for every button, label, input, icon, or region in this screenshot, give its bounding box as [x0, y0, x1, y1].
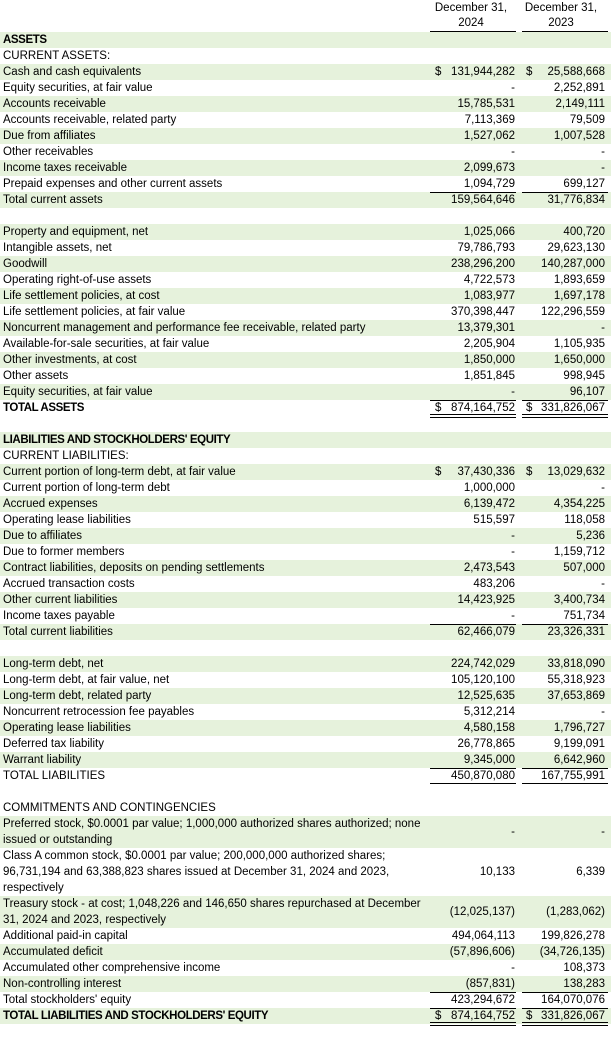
row-label: Prepaid expenses and other current assets — [3, 178, 223, 190]
total-double-rule — [430, 417, 516, 418]
value-2023: 1,159,712 — [553, 546, 605, 558]
table-row — [0, 448, 611, 464]
row-label: Total stockholders' equity — [3, 994, 132, 1006]
value-2024: 13,379,301 — [457, 322, 515, 334]
row-label: Non-controlling interest — [3, 978, 122, 990]
value-2023: 164,070,076 — [541, 994, 605, 1006]
value-2023: - — [601, 826, 605, 838]
currency-symbol: $ — [435, 1010, 442, 1022]
value-2024: 14,423,925 — [457, 594, 515, 606]
table-row — [0, 512, 611, 528]
value-2024: - — [511, 530, 515, 542]
row-label: Due from affiliates — [3, 130, 96, 142]
subtotal-rule — [522, 624, 608, 625]
row-label: Accrued expenses — [3, 498, 98, 510]
row-label: Preferred stock, $0.0001 par value; 1,000,000 authorized shares authorized; none issued or outstanding — [3, 818, 421, 846]
row-label: Accounts receivable — [3, 98, 106, 110]
value-2023: 79,509 — [569, 114, 605, 126]
table-row — [0, 128, 611, 144]
row-label: Long-term debt, net — [3, 658, 104, 670]
value-2023: - — [601, 162, 605, 174]
value-2024: 9,345,000 — [463, 754, 515, 766]
value-2023: 1,697,178 — [553, 290, 605, 302]
table-row — [0, 320, 611, 336]
value-2023: 5,236 — [576, 530, 605, 542]
row-label: Operating right-of-use assets — [3, 274, 152, 286]
table-row — [0, 480, 611, 496]
table-row — [0, 80, 611, 96]
value-2023: (1,283,062) — [546, 906, 605, 918]
row-label: Deferred tax liability — [3, 738, 104, 750]
table-row — [0, 144, 611, 160]
value-2023: (34,726,135) — [539, 946, 605, 958]
header-col-2023 — [520, 1, 602, 31]
table-row — [0, 672, 611, 688]
table-row — [0, 800, 611, 816]
value-2023: 55,318,923 — [547, 674, 605, 686]
subtotal-rule — [430, 624, 516, 625]
value-2024: 515,597 — [473, 514, 515, 526]
value-2024: 15,785,531 — [457, 98, 515, 110]
value-2023: 199,826,278 — [541, 930, 605, 942]
subtotal-rule — [430, 768, 516, 769]
value-2024: - — [511, 962, 515, 974]
table-row — [0, 528, 611, 544]
table-row — [0, 64, 611, 80]
value-2024: 2,473,543 — [463, 562, 515, 574]
row-label: Additional paid-in capital — [3, 930, 128, 942]
row-label: Life settlement policies, at fair value — [3, 306, 186, 318]
row-label: LIABILITIES AND STOCKHOLDERS' EQUITY — [3, 434, 231, 446]
table-row — [0, 400, 611, 416]
table-row — [0, 224, 611, 240]
spacer-row — [0, 208, 611, 224]
table-row — [0, 768, 611, 784]
spacer-row — [0, 416, 611, 432]
value-2024: (57,896,606) — [449, 946, 515, 958]
table-row — [0, 384, 611, 400]
total-double-rule — [522, 1022, 608, 1023]
row-label: Income taxes receivable — [3, 162, 128, 174]
total-rule — [430, 783, 516, 784]
row-label: Accounts receivable, related party — [3, 114, 177, 126]
row-label: Noncurrent retrocession fee payables — [3, 706, 195, 718]
row-label: Other investments, at cost — [3, 354, 137, 366]
value-2023: - — [601, 706, 605, 718]
table-row — [0, 592, 611, 608]
column-headers — [0, 0, 611, 32]
value-2023: 31,776,834 — [547, 194, 605, 206]
value-2023: 138,283 — [563, 978, 605, 990]
subtotal-rule — [522, 992, 608, 993]
value-2023: 9,199,091 — [553, 738, 605, 750]
value-2023: 6,642,960 — [553, 754, 605, 766]
value-2024: 2,099,673 — [463, 162, 515, 174]
row-label: TOTAL LIABILITIES AND STOCKHOLDERS' EQUITY — [3, 1010, 269, 1022]
value-2023: 13,029,632 — [547, 466, 605, 478]
table-row — [0, 928, 611, 944]
table-row — [0, 992, 611, 1008]
row-label: Other receivables — [3, 146, 94, 158]
row-label: Due to affiliates — [3, 530, 83, 542]
value-2024: 37,430,336 — [457, 466, 515, 478]
value-2023: - — [601, 322, 605, 334]
value-2024: - — [511, 82, 515, 94]
total-double-rule — [430, 414, 516, 415]
value-2024: 238,296,200 — [451, 258, 515, 270]
row-label: Goodwill — [3, 258, 48, 270]
table-row — [0, 272, 611, 288]
table-row — [0, 176, 611, 192]
subtotal-rule — [522, 192, 608, 193]
value-2024: 1,850,000 — [463, 354, 515, 366]
row-label: CURRENT LIABILITIES: — [3, 450, 129, 462]
currency-symbol: $ — [435, 66, 442, 78]
row-label: Equity securities, at fair value — [3, 386, 153, 398]
table-row — [0, 688, 611, 704]
total-rule — [522, 783, 608, 784]
total-double-rule — [430, 1022, 516, 1023]
table-row — [0, 336, 611, 352]
subtotal-rule — [430, 400, 516, 401]
subtotal-rule — [522, 768, 608, 769]
row-label: TOTAL ASSETS — [3, 402, 85, 414]
table-row — [0, 48, 611, 64]
table-row — [0, 816, 611, 848]
table-row — [0, 608, 611, 624]
table-row — [0, 1008, 611, 1024]
value-2023: 167,755,991 — [541, 770, 605, 782]
row-label: Contract liabilities, deposits on pending settlements — [3, 562, 265, 574]
row-label: Accumulated deficit — [3, 946, 103, 958]
value-2024: 10,133 — [479, 866, 515, 878]
value-2024: - — [511, 386, 515, 398]
table-row — [0, 976, 611, 992]
table-row — [0, 304, 611, 320]
value-2024: 105,120,100 — [451, 674, 515, 686]
table-row — [0, 704, 611, 720]
value-2024: - — [511, 546, 515, 558]
value-2023: 140,287,000 — [541, 258, 605, 270]
value-2023: 4,354,225 — [553, 498, 605, 510]
currency-symbol: $ — [526, 402, 533, 414]
value-2024: 874,164,752 — [451, 402, 515, 414]
table-row — [0, 752, 611, 768]
spacer-row — [0, 784, 611, 800]
row-label: Warrant liability — [3, 754, 82, 766]
value-2023: 1,105,935 — [553, 338, 605, 350]
value-2024: 1,851,845 — [463, 370, 515, 382]
table-row — [0, 160, 611, 176]
table-row — [0, 496, 611, 512]
currency-symbol: $ — [526, 466, 533, 478]
table-row — [0, 96, 611, 112]
value-2023: 1,796,727 — [553, 722, 605, 734]
value-2023: 1,893,659 — [553, 274, 605, 286]
table-row — [0, 656, 611, 672]
value-2023: 1,007,528 — [553, 130, 605, 142]
table-row — [0, 944, 611, 960]
value-2024: 2,205,904 — [463, 338, 515, 350]
value-2023: 400,720 — [563, 226, 605, 238]
subtotal-rule — [522, 1008, 608, 1009]
value-2023: 331,826,067 — [541, 402, 605, 414]
row-label: TOTAL LIABILITIES — [3, 770, 106, 782]
row-label: Long-term debt, at fair value, net — [3, 674, 170, 686]
currency-symbol: $ — [526, 1010, 533, 1022]
row-label: Income taxes payable — [3, 610, 115, 622]
row-label: Long-term debt, related party — [3, 690, 152, 702]
row-label: Intangible assets, net — [3, 242, 112, 254]
value-2024: 494,064,113 — [451, 930, 515, 942]
header-col-2024 — [430, 1, 512, 31]
row-label: Noncurrent management and performance fee receivable, related party — [3, 322, 366, 334]
value-2024: 1,025,066 — [463, 226, 515, 238]
row-label: COMMITMENTS AND CONTINGENCIES — [3, 802, 216, 814]
value-2024: 5,312,214 — [463, 706, 515, 718]
row-label: Current portion of long-term debt, at fair value — [3, 466, 236, 478]
value-2024: 450,870,080 — [451, 770, 515, 782]
value-2023: 699,127 — [563, 178, 605, 190]
subtotal-rule — [430, 1008, 516, 1009]
table-row — [0, 560, 611, 576]
value-2023: 33,818,090 — [547, 658, 605, 670]
row-label: Cash and cash equivalents — [3, 66, 142, 78]
row-label: Accrued transaction costs — [3, 578, 135, 590]
value-2023: 507,000 — [563, 562, 605, 574]
value-2023: 331,826,067 — [541, 1010, 605, 1022]
table-row — [0, 192, 611, 208]
header-col2-line2: 2023 — [548, 17, 574, 29]
value-2023: 1,650,000 — [553, 354, 605, 366]
total-double-rule — [522, 414, 608, 415]
header-col2-line1: December 31, — [524, 2, 598, 14]
table-row — [0, 848, 611, 896]
table-row — [0, 288, 611, 304]
value-2023: 2,252,891 — [553, 82, 605, 94]
row-label: Current portion of long-term debt — [3, 482, 170, 494]
row-label: Accumulated other comprehensive income — [3, 962, 221, 974]
header-col1-line2: 2024 — [458, 17, 484, 29]
table-row — [0, 624, 611, 640]
value-2023: 122,296,559 — [541, 306, 605, 318]
value-2023: 29,623,130 — [547, 242, 605, 254]
row-label: Treasury stock - at cost; 1,048,226 and 146,650 shares repurchased at December 31, 2024 and 2023, respectively — [3, 898, 421, 926]
value-2024: - — [511, 610, 515, 622]
table-row — [0, 368, 611, 384]
table-row — [0, 576, 611, 592]
row-label: Other current liabilities — [3, 594, 118, 606]
value-2024: 12,525,635 — [457, 690, 515, 702]
subtotal-rule — [430, 192, 516, 193]
total-double-rule — [522, 417, 608, 418]
value-2023: 37,653,869 — [547, 690, 605, 702]
value-2024: 6,139,472 — [463, 498, 515, 510]
table-row — [0, 432, 611, 448]
row-label: Property and equipment, net — [3, 226, 149, 238]
value-2023: 2,149,111 — [555, 98, 605, 110]
table-row — [0, 256, 611, 272]
value-2024: 7,113,369 — [464, 114, 515, 126]
header-col1-line1: December 31, — [434, 2, 508, 14]
row-label: Operating lease liabilities — [3, 514, 131, 526]
row-label: Equity securities, at fair value — [3, 82, 153, 94]
value-2024: 483,206 — [473, 578, 515, 590]
row-label: CURRENT ASSETS: — [3, 50, 111, 62]
value-2024: 4,722,573 — [463, 274, 515, 286]
table-row — [0, 896, 611, 928]
value-2024: 370,398,447 — [451, 306, 515, 318]
value-2024: 4,580,158 — [463, 722, 515, 734]
table-row — [0, 960, 611, 976]
row-label: Available-for-sale securities, at fair value — [3, 338, 210, 350]
row-label: Operating lease liabilities — [3, 722, 131, 734]
value-2024: 1,094,729 — [463, 178, 515, 190]
value-2024: 26,778,865 — [457, 738, 515, 750]
row-label: Other assets — [3, 370, 69, 382]
subtotal-rule — [522, 400, 608, 401]
value-2023: 6,339 — [576, 866, 605, 878]
table-body — [0, 32, 611, 1024]
value-2024: 79,786,793 — [457, 242, 515, 254]
value-2024: 131,944,282 — [451, 66, 515, 78]
value-2024: 224,742,029 — [451, 658, 515, 670]
value-2023: - — [601, 482, 605, 494]
value-2024: - — [511, 146, 515, 158]
subtotal-rule — [430, 992, 516, 993]
value-2023: 108,373 — [563, 962, 605, 974]
table-row — [0, 112, 611, 128]
table-row — [0, 32, 611, 48]
row-label: Life settlement policies, at cost — [3, 290, 160, 302]
total-double-rule — [522, 1025, 608, 1026]
currency-symbol: $ — [435, 466, 442, 478]
value-2023: 998,945 — [563, 370, 605, 382]
table-row — [0, 720, 611, 736]
value-2024: (12,025,137) — [449, 906, 515, 918]
value-2023: 3,400,734 — [553, 594, 605, 606]
value-2024: (857,831) — [465, 978, 515, 990]
row-label: ASSETS — [3, 34, 47, 46]
value-2023: 118,058 — [564, 514, 605, 526]
total-double-rule — [430, 1025, 516, 1026]
value-2023: 25,588,668 — [547, 66, 605, 78]
spacer-row — [0, 640, 611, 656]
table-row — [0, 736, 611, 752]
value-2024: 1,083,977 — [463, 290, 515, 302]
value-2024: 1,527,062 — [463, 130, 515, 142]
currency-symbol: $ — [435, 402, 442, 414]
row-label: Class A common stock, $0.0001 par value; 200,000,000 authorized shares; 96,731,194 and 63,388,823 shares issued at December 31, 2024 and 2023, respectively — [3, 850, 390, 894]
value-2024: 1,000,000 — [463, 482, 515, 494]
row-label: Total current liabilities — [3, 626, 113, 638]
row-label: Due to former members — [3, 546, 125, 558]
value-2024: 874,164,752 — [451, 1010, 515, 1022]
value-2024: 62,466,079 — [457, 626, 515, 638]
value-2024: 423,294,672 — [451, 994, 515, 1006]
table-row — [0, 544, 611, 560]
table-row — [0, 240, 611, 256]
value-2023: - — [601, 146, 605, 158]
value-2023: 23,326,331 — [547, 626, 605, 638]
value-2023: 751,734 — [563, 610, 605, 622]
table-row — [0, 352, 611, 368]
value-2023: - — [601, 578, 605, 590]
value-2023: 96,107 — [569, 386, 605, 398]
value-2024: - — [511, 826, 515, 838]
table-row — [0, 464, 611, 480]
value-2024: 159,564,646 — [451, 194, 515, 206]
row-label: Total current assets — [3, 194, 103, 206]
currency-symbol: $ — [526, 66, 533, 78]
